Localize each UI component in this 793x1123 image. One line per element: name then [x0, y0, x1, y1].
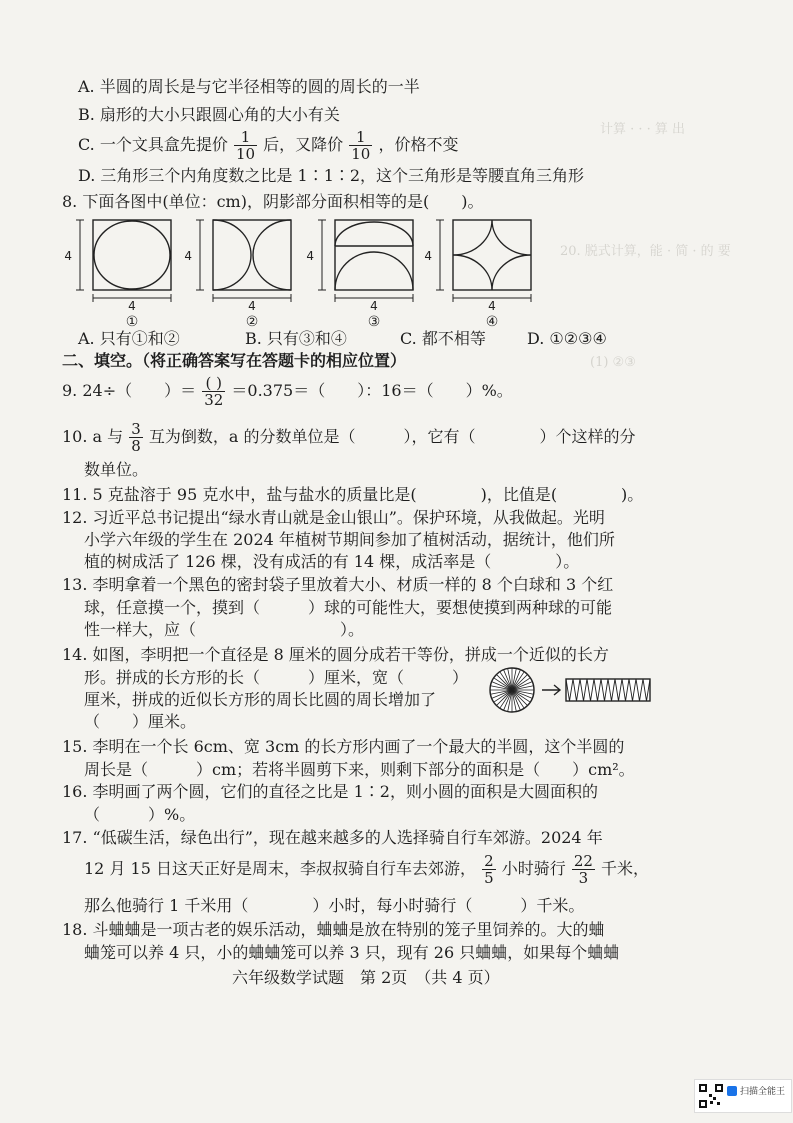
scanner-badge-label: 扫描全能王 — [740, 1087, 786, 1097]
q17-line-3: 那么他骑行 1 千米用（ ）小时，每小时骑行（ ）千米。 — [84, 896, 585, 915]
q10-text: 10. a 与 — [62, 427, 124, 446]
q7-option-c-text: C. 一个文具盒先提价 — [78, 135, 228, 154]
q12-line-3: 植的树成活了 126 棵，没有成活的有 14 棵，成活率是（ ）。 — [84, 552, 580, 571]
figure-1 — [93, 220, 171, 290]
q9-text: ＝0.375＝（ ）：16＝（ ）%。 — [231, 381, 513, 400]
q9 — [62, 374, 513, 408]
q17-line-2 — [84, 850, 649, 888]
q7-option-c — [78, 128, 458, 162]
qr-code-icon — [698, 1083, 724, 1109]
fraction: $\frac{22}{3}$ — [573, 852, 593, 887]
q11: 11. 5 克盐溶于 95 克水中，盐与盐水的质量比是( )，比值是( )。 — [62, 485, 644, 504]
figure-4-star — [453, 220, 531, 290]
arrow — [542, 685, 560, 695]
figure-2-square — [213, 220, 291, 290]
approx-rectangle — [566, 679, 650, 701]
section-2-title: 二、填空。（将正确答案写在答题卡的相应位置） — [62, 351, 407, 370]
dim-label: 4 — [306, 249, 314, 263]
segmented-circle — [490, 668, 534, 712]
q7-option-d: D. 三角形三个内角度数之比是 1∶1∶2，这个三角形是等腰直角三角形 — [78, 166, 585, 185]
q8-option-d: D. ①②③④ — [527, 329, 607, 348]
q15-line-2: 周长是（ ）cm；若将半圆剪下来，则剩下部分的面积是（ ）cm²。 — [84, 760, 635, 779]
q18-line-1: 18. 斗蛐蛐是一项古老的娱乐活动，蛐蛐是放在特别的笼子里饲养的。大的蛐 — [62, 920, 605, 939]
q12-line-1: 12. 习近平总书记提出“绿水青山就是金山银山”。保护环境，从我做起。光明 — [62, 508, 605, 527]
dim-label: 4 — [248, 299, 256, 313]
figure-3-arc-bottom — [335, 252, 413, 290]
page-footer: 六年级数学试题 第 2页 （共 4 页） — [232, 968, 500, 987]
bleed-through-text: 计算 · · · 算 出 — [600, 122, 686, 137]
q14-line-1: 14. 如图，李明把一个直径是 8 厘米的圆分成若干等份，拼成一个近似的长方 — [62, 645, 609, 664]
scanner-logo-icon — [727, 1086, 737, 1096]
figure-3-square — [335, 220, 413, 290]
q7-option-c-text: 后，又降价 — [263, 135, 344, 154]
figure-label-3: ③ — [367, 314, 381, 330]
q13-line-1: 13. 李明拿着一个黑色的密封袋子里放着大小、材质一样的 8 个白球和 3 个红 — [62, 575, 614, 594]
figure-4-square — [453, 220, 531, 290]
q14-line-2: 形。拼成的长方形的长（ ）厘米，宽（ ） — [84, 668, 469, 687]
dim-label: 4 — [488, 299, 496, 313]
q13-line-2: 球，任意摸一个，摸到（ ）球的可能性大，要想使摸到两种球的可能 — [84, 598, 613, 617]
q15-line-1: 15. 李明在一个长 6cm、宽 3cm 的长方形内画了一个最大的半圆，这个半圆的 — [62, 737, 625, 756]
q7-option-a: A. 半圆的周长是与它半径相等的圆的周长的一半 — [78, 77, 420, 96]
q8-stem: 8. 下面各图中(单位：cm)，阴影部分面积相等的是( )。 — [62, 192, 484, 211]
q18-line-2: 蛐笼可以养 4 只，小的蛐蛐笼可以养 3 只，现有 26 只蛐蛐，如果每个蛐蛐 — [84, 943, 620, 962]
q7-option-b: B. 扇形的大小只跟圆心角的大小有关 — [78, 105, 340, 124]
dim-label: 4 — [184, 249, 192, 263]
q16-line-1: 16. 李明画了两个圆，它们的直径之比是 1∶2，则小圆的面积是大圆面积的 — [62, 782, 598, 801]
dim-label: 4 — [64, 249, 72, 263]
q7-option-c-text: ，价格不变 — [378, 135, 459, 154]
fraction: $\frac{( )}{32}$ — [204, 374, 224, 409]
bleed-through-text: (1) ②③ — [590, 355, 636, 370]
q8-option-c: C. 都不相等 — [400, 329, 486, 348]
figure-3-arc-top — [335, 222, 413, 246]
q14-line-4: （ ）厘米。 — [84, 712, 197, 731]
q13-line-3: 性一样大，应（ ）。 — [84, 620, 365, 639]
dim-label: 4 — [370, 299, 378, 313]
fraction: $\frac{1}{10}$ — [351, 128, 371, 163]
dim-label: 4 — [128, 299, 136, 313]
q10-text: 互为倒数，a 的分数单位是（ ），它有（ ）个这样的分 — [148, 427, 636, 446]
q17-text: 12 月 15 日这天正好是周末，李叔叔骑自行车去郊游， — [84, 859, 476, 878]
q17-text: 小时骑行 — [501, 859, 566, 878]
fraction: $\frac{1}{10}$ — [235, 128, 256, 163]
fraction: $\frac{3}{8}$ — [131, 420, 141, 455]
figure-2-right-arc — [253, 220, 291, 290]
q17-line-1: 17. “低碳生活，绿色出行”，现在越来越多的人选择骑自行车郊游。2024 年 — [62, 828, 603, 847]
figure-1-circle — [94, 221, 170, 289]
bleed-through-text: 20. 脱式计算，能 · 简 · 的 要 — [560, 244, 731, 259]
q14-figure — [488, 665, 658, 715]
figure-2 — [213, 220, 291, 290]
dim-label: 4 — [424, 249, 432, 263]
q12-line-2: 小学六年级的学生在 2024 年植树节期间参加了植树活动，据统计，他们所 — [84, 530, 615, 549]
q8-option-b: B. 只有③和④ — [245, 329, 347, 348]
q8-figures — [0, 210, 793, 340]
q16-line-2: （ ）%。 — [84, 805, 196, 824]
figure-label-2: ② — [245, 314, 259, 330]
figure-2-left-arc — [213, 220, 251, 290]
figure-3 — [335, 220, 413, 290]
q8-option-a: A. 只有①和② — [78, 329, 180, 348]
q10 — [62, 420, 636, 454]
q10-line-2: 数单位。 — [84, 460, 149, 479]
figure-label-1: ① — [125, 314, 139, 330]
q14-line-3: 厘米，拼成的近似长方形的周长比圆的周长增加了 — [84, 690, 437, 709]
q17-text: 千米， — [601, 859, 650, 878]
figure-4 — [453, 220, 531, 290]
fraction: $\frac{2}{5}$ — [484, 852, 494, 887]
q9-text: 9. 24÷（ ）＝ — [62, 381, 197, 400]
scanner-badge — [694, 1079, 792, 1113]
figure-label-4: ④ — [485, 314, 499, 330]
